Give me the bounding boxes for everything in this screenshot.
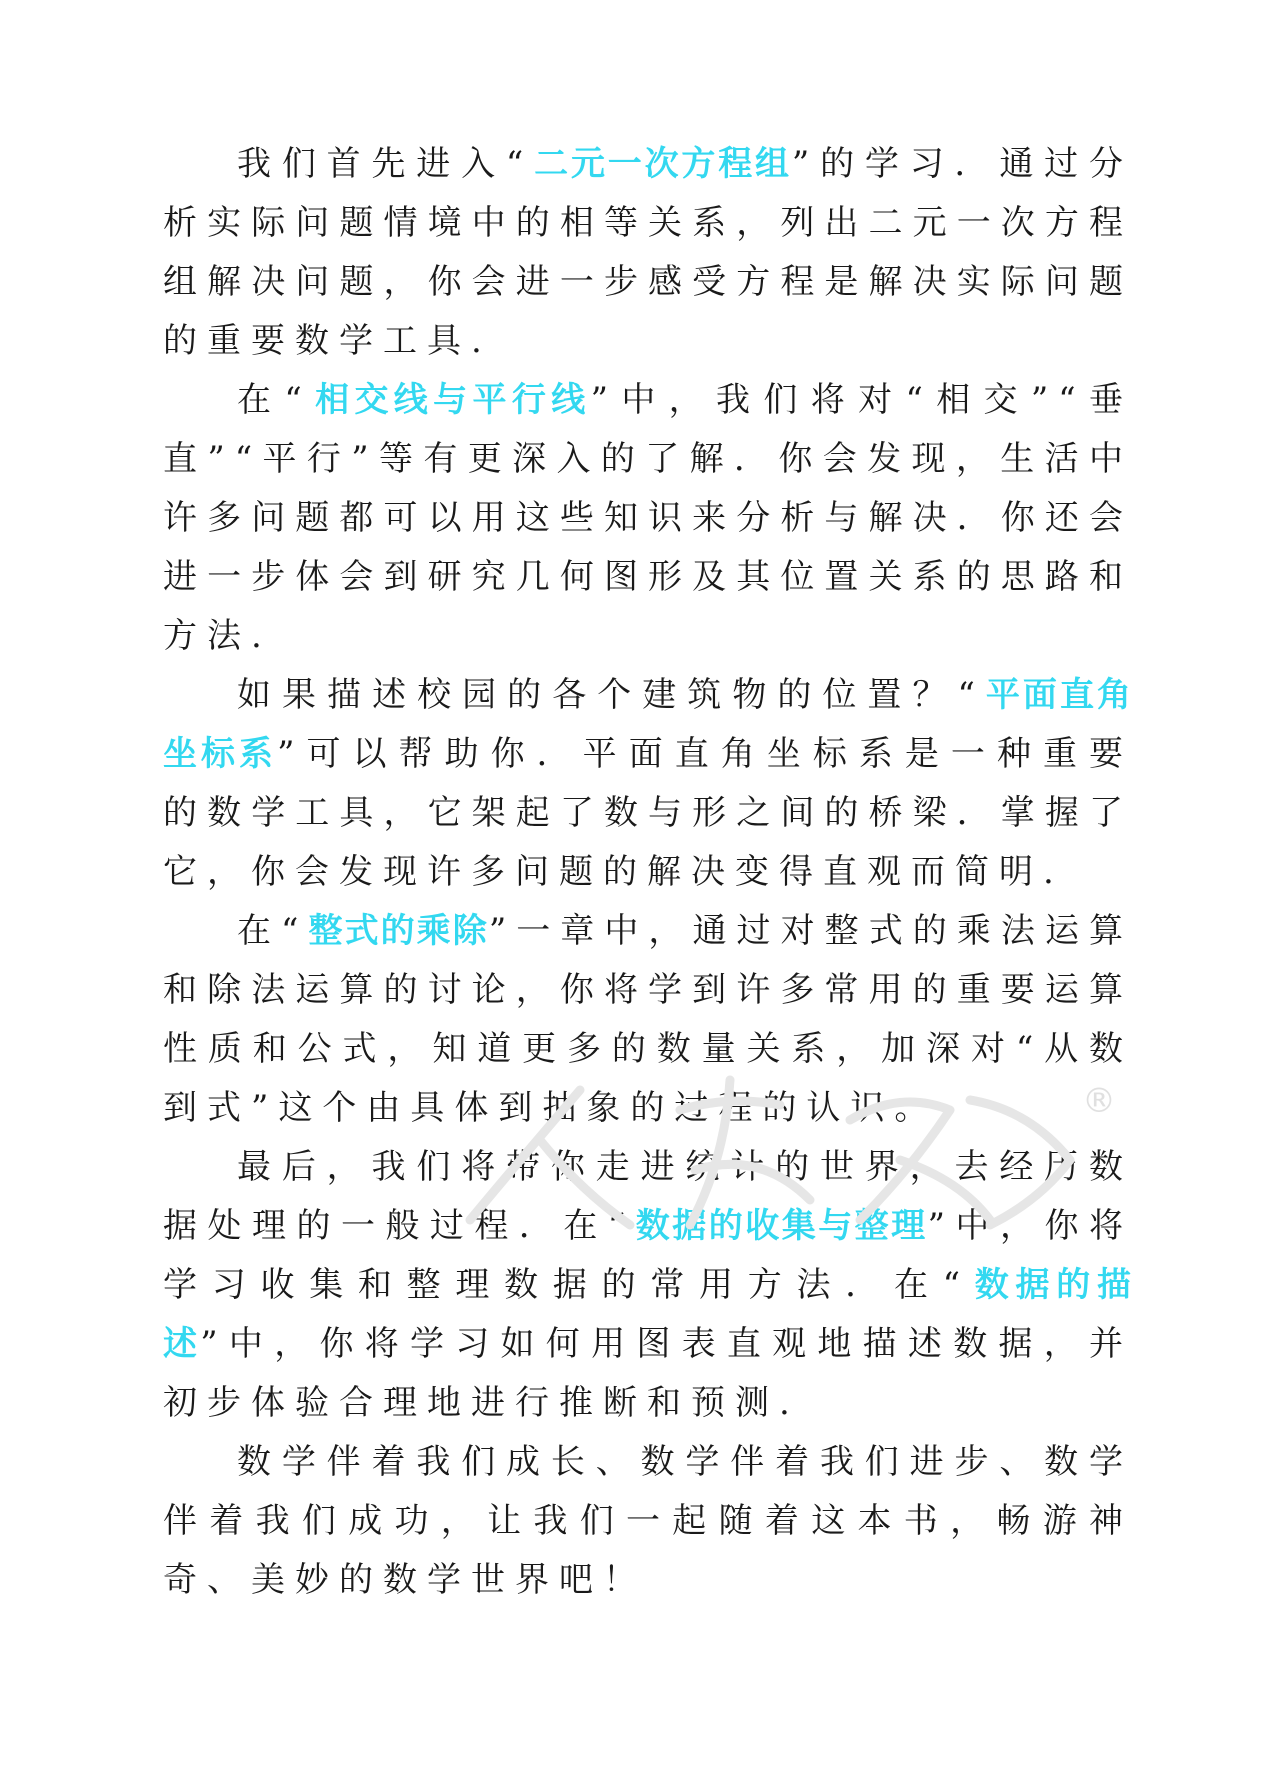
paragraph-text: 在“ (237, 380, 312, 420)
chapter-title-highlight: 二元一次方程组 (533, 144, 792, 184)
paragraph-text: ”中，我们将对“相交”“垂直”“平行”等有更深入的了解．你会发现，生活中许多问题都可以用这些知识来分析与解决．你还会进一步体会到研究几何图形及其位置关系的思路和方法. (163, 380, 1134, 656)
chapter-title-highlight: 相交线与平行线 (311, 380, 591, 420)
paragraph-text: ”一章中，通过对整式的乘法运算和除法运算的讨论，你将学到许多常用的重要运算性质和公式，知道更多的数量关系，加深对“从数到式”这个由具体到抽象的过程的认识。 (163, 911, 1134, 1128)
preface-body (163, 135, 1133, 1610)
paragraph-text: 在“ (237, 911, 309, 951)
paragraph (163, 1138, 1133, 1433)
paragraph-text: 如果描述校园的各个建筑物的位置？“ (237, 675, 985, 715)
chapter-title-highlight: 整式的乘除 (308, 911, 489, 951)
chapter-title-highlight: 数据的收集与整理 (635, 1206, 928, 1246)
paragraph-text: 最后，我们将带你走进统计的世界，去经历数据处理的一般过程．在“ (163, 1147, 1133, 1246)
paragraph-text: ”中，你将学习收集和整理数据的常用方法．在“ (163, 1206, 1133, 1305)
registered-mark: ® (1082, 1081, 1116, 1121)
paragraph-text: 我们首先进入“ (237, 144, 534, 184)
paragraph (163, 135, 1133, 371)
paragraph-text: ”中，你将学习如何用图表直观地描述数据，并初步体验合理地进行推断和预测. (163, 1324, 1134, 1423)
chapter-title-highlight: 数据的描述 (163, 1265, 1133, 1364)
paragraph (163, 1433, 1133, 1610)
chapter-title-highlight: 平面直角坐标系 (163, 675, 1133, 774)
paragraph (163, 902, 1133, 1138)
paragraph-text: ”可以帮助你．平面直角坐标系是一种重要的数学工具，它架起了数与形之间的桥梁．掌握了它，你会发现许多问题的解决变得直观而简明. (163, 734, 1133, 892)
paragraph (163, 371, 1133, 666)
paragraph-text: ”的学习．通过分析实际问题情境中的相等关系，列出二元一次方程组解决问题，你会进一步感受方程是解决实际问题的重要数学工具. (163, 144, 1133, 361)
paragraph-text: 数学伴着我们成长、数学伴着我们进步、数学伴着我们成功，让我们一起随着这本书，畅游神奇、美妙的数学世界吧！ (163, 1442, 1133, 1600)
paragraph (163, 666, 1133, 902)
